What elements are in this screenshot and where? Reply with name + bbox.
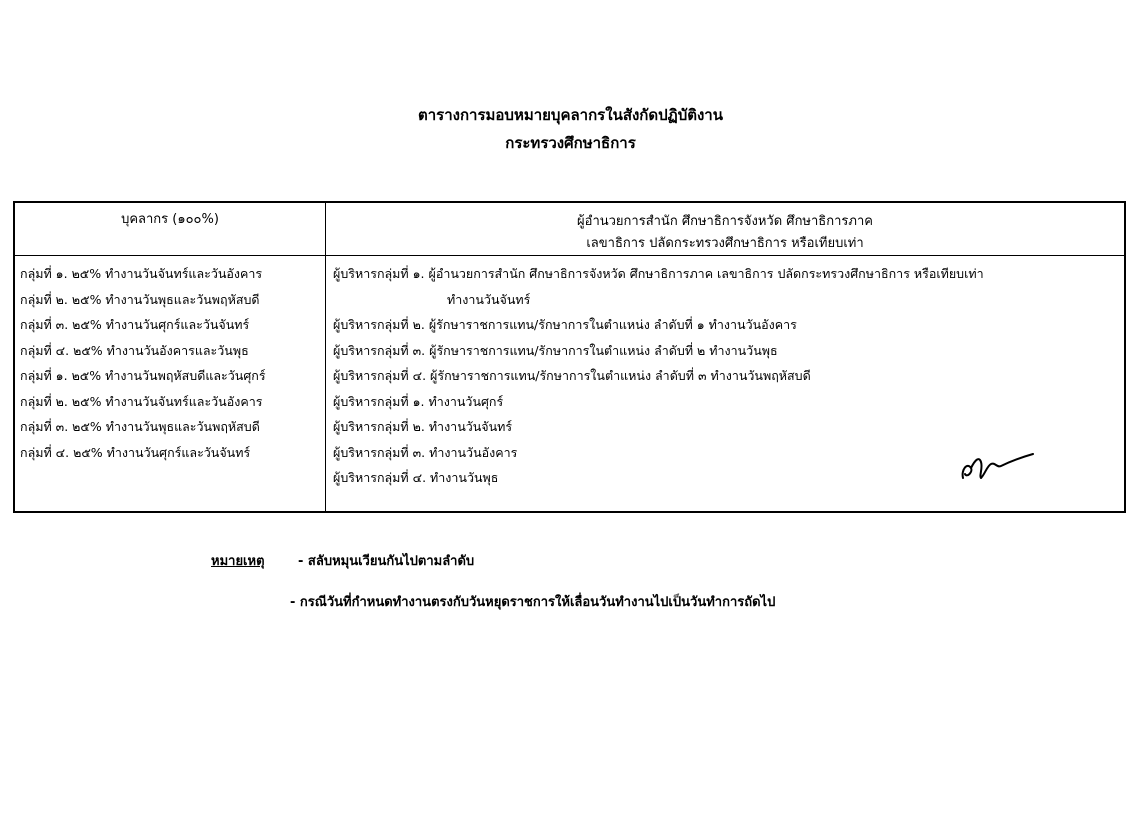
notes-label: หมายเหตุ (211, 554, 265, 569)
header-executives-line1: ผู้อำนวยการสำนัก ศึกษาธิการจังหวัด ศึกษาธิการภาค (577, 214, 873, 229)
executive-group-row: ผู้บริหารกลุ่มที่ ๔. ผู้รักษาราชการแทน/รักษาการในตำแหน่ง ลำดับที่ ๓ ทำงานวันพฤหัสบดี (333, 368, 811, 383)
executive-group-row: ผู้บริหารกลุ่มที่ ๑. ทำงานวันศุกร์ (333, 393, 504, 409)
executive-group-row: ผู้บริหารกลุ่มที่ ๒. ผู้รักษาราชการแทน/รักษาการในตำแหน่ง ลำดับที่ ๑ ทำงานวันอังคาร (333, 317, 797, 332)
staff-group-row: กลุ่มที่ ๔. ๒๕% ทำงานวันอังคารและวันพุธ (20, 342, 249, 358)
executive-group-row-continuation: ทำงานวันจันทร์ (447, 291, 531, 307)
staff-group-row: กลุ่มที่ ๑. ๒๕% ทำงานวันพฤหัสบดีและวันศุกร์ (20, 368, 266, 383)
handwritten-signature (957, 448, 1037, 484)
staff-group-row: กลุ่มที่ ๔. ๒๕% ทำงานวันศุกร์และวันจันทร์ (20, 444, 251, 460)
executive-group-row: ผู้บริหารกลุ่มที่ ๒. ทำงานวันจันทร์ (333, 419, 513, 434)
header-executives (326, 211, 1124, 255)
note-item: - กรณีวันที่กำหนดทำงานตรงกับวันหยุดราชการให้เลื่อนวันทำงานไปเป็นวันทำการถัดไป (290, 595, 776, 610)
document-subtitle: กระทรวงศึกษาธิการ (505, 134, 636, 152)
executive-group-row: ผู้บริหารกลุ่มที่ ๑. ผู้อำนวยการสำนัก ศึกษาธิการจังหวัด ศึกษาธิการภาค เลขาธิการ ปลัดกระทรวงศึกษาธิการ หรือเทียบเท่า (333, 266, 984, 281)
header-executives-line2: เลขาธิการ ปลัดกระทรวงศึกษาธิการ หรือเทียบเท่า (586, 236, 864, 251)
staff-group-row: กลุ่มที่ ๓. ๒๕% ทำงานวันศุกร์และวันจันทร์ (20, 317, 250, 332)
staff-group-list (20, 261, 320, 465)
document-title: ตารางการมอบหมายบุคลากรในสังกัดปฏิบัติงาน (418, 106, 723, 124)
note-item: - สลับหมุนเวียนกันไปตามลำดับ (298, 554, 475, 569)
staff-group-row: กลุ่มที่ ๒. ๒๕% ทำงานวันพุธและวันพฤหัสบดี (20, 291, 260, 307)
staff-group-row: กลุ่มที่ ๑. ๒๕% ทำงานวันจันทร์และวันอังคาร (20, 266, 263, 281)
staff-group-row: กลุ่มที่ ๓. ๒๕% ทำงานวันพุธและวันพฤหัสบดี (20, 419, 260, 434)
executive-group-row: ผู้บริหารกลุ่มที่ ๓. ผู้รักษาราชการแทน/รักษาการในตำแหน่ง ลำดับที่ ๒ ทำงานวันพุธ (333, 342, 778, 358)
executive-group-row: ผู้บริหารกลุ่มที่ ๔. ทำงานวันพุธ (333, 470, 499, 485)
header-divider (15, 255, 1124, 256)
executive-group-row: ผู้บริหารกลุ่มที่ ๓. ทำงานวันอังคาร (333, 444, 518, 460)
staff-group-row: กลุ่มที่ ๒. ๒๕% ทำงานวันจันทร์และวันอังคาร (20, 393, 263, 409)
header-staff: บุคลากร (๑๐๐%) (121, 212, 219, 227)
